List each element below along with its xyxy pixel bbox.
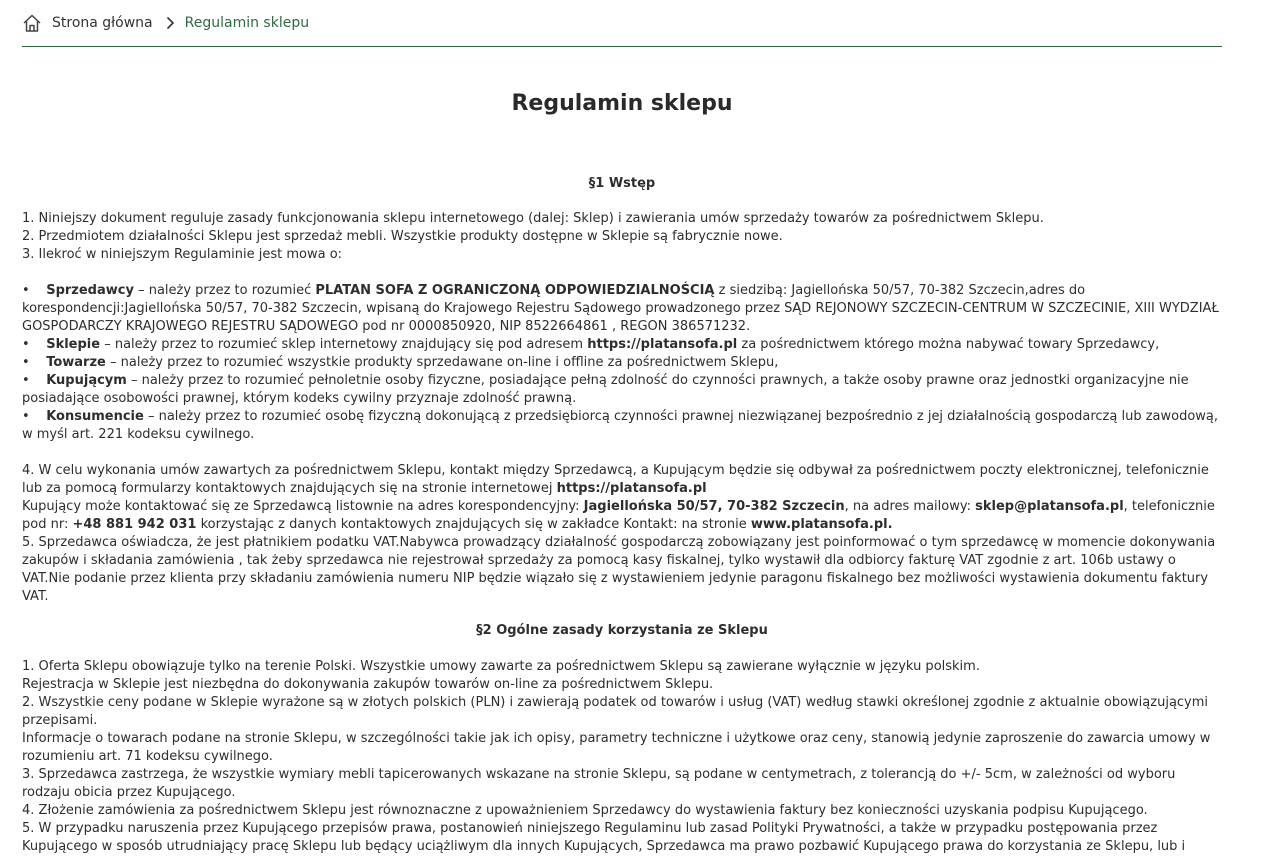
shop-url[interactable]: https://platansofa.pl: [587, 337, 738, 352]
content: [22, 0, 1222, 856]
postal-address: Jagiellońska 50/57, 70-382 Szczecin: [583, 499, 845, 514]
website-link[interactable]: https://platansofa.pl: [556, 481, 707, 496]
breadcrumb-home-link[interactable]: Strona główna: [52, 15, 153, 31]
section-1-title: §1 Wstęp: [588, 176, 656, 191]
chevron-right-icon: [162, 15, 178, 31]
section-1-item-2: 2. Przedmiotem działalności Sklepu jest sprzedaż mebli. Wszystkie produkty dostępne w Sklepie są fabrycznie nowe.: [22, 229, 783, 244]
definition-konsumencie: • Konsumencie – należy przez to rozumieć osobę fizyczną dokonującą z przedsiębiorcą czynności prawnej niezwiązanej bezpośrednio z jej działalnością gospodarczą lub zawodową, w myśl art. 221 kodeksu cywilnego.: [22, 409, 1219, 442]
section-2-line-5: 3. Sprzedawca zastrzega, że wszystkie wymiary mebli tapicerowanych wskazane na stronie Sklepu, są podane w centymetrach, z tolerancją do +/- 5cm, w zależności od wyboru rodzaju obicia przez Kupującego.: [22, 767, 1176, 800]
section-2-line-1: 1. Oferta Sklepu obowiązuje tylko na terenie Polski. Wszystkie umowy zawarte za pośrednictwem Sklepu są zawierane wyłącznie w języku polskim.: [22, 659, 980, 674]
page-title: Regulamin sklepu: [511, 91, 733, 116]
section-1-items: [22, 210, 1222, 264]
site-link[interactable]: www.platansofa.pl.: [750, 517, 893, 532]
phone-number: +48 881 942 031: [72, 517, 197, 532]
definition-sklepie: • Sklepie – należy przez to rozumieć sklep internetowy znajdujący się pod adresem https://platansofa.pl za pośrednictwem którego można nabywać towary Sprzedawcy,: [22, 337, 1160, 352]
section-2-items: [22, 658, 1222, 856]
section-1-item-1: 1. Niniejszy dokument reguluje zasady funkcjonowania sklepu internetowego (dalej: Sklep) i zawierania umów sprzedaży towarów za pośrednictwem Sklepu.: [22, 211, 1044, 226]
definition-towarze: • Towarze – należy przez to rozumieć wszystkie produkty sprzedawane on-line i offline za pośrednictwem Sklepu,: [22, 355, 779, 370]
section-2-line-3: 2. Wszystkie ceny podane w Sklepie wyrażone są w złotych polskich (PLN) i zawierają podatek od towarów i usług (VAT) według stawki określonej zgodnie z aktualnie obowiązującymi przepisami.: [22, 695, 1209, 728]
definition-kupujacym: • Kupującym – należy przez to rozumieć pełnoletnie osoby fizyczne, posiadające pełną zdolność do czynności prawnych, a także osoby prawne oraz jednostki organizacyjne nie posiadające osobowości prawnej, którym kodeks cywilny przyznaje zdolność prawną.: [22, 373, 1189, 406]
section-2-line-7: 5. W przypadku naruszenia przez Kupującego przepisów prawa, postanowień niniejszego Regulaminu lub zasad Polityki Prywatności, a także w przypadku postępowania przez Kupującego w sposób utrudniający pracę Sklepu lub będący uciążliwym dla innych Kupujących, Sprzedawca ma prawo pozbawić Kupującego prawa do korzystania ze Sklepu, lub i: [22, 821, 1186, 854]
section-1-item-3: 3. Ilekroć w niniejszym Regulaminie jest mowa o:: [22, 247, 343, 262]
definition-sprzedawcy: • Sprzedawcy – należy przez to rozumieć PLATAN SOFA Z OGRANICZONĄ ODPOWIEDZIALNOŚCIĄ z siedzibą: Jagiellońska 50/57, 70-382 Szczecin,adres do korespondencji:Jagiellońska 50/57, 70-382 Szczecin, wpisaną do Krajowego Rejestru Sądowego prowadzonego przez SĄD REJONOWY SZCZECIN-CENTRUM W SZCZECINIE, XIII WYDZIAŁ GOSPODARCZY KRAJOWEGO REJESTRU SĄDOWEGO pod nr 0000850920, NIP 8522664861 , REGON 386571232.: [22, 283, 1219, 334]
section-2-line-2: Rejestracja w Sklepie jest niezbędna do dokonywania zakupów towarów on-line za pośrednictwem Sklepu.: [22, 677, 714, 692]
breadcrumb-current: Regulamin sklepu: [184, 15, 310, 31]
section-1-item-5: 5. Sprzedawca oświadcza, że jest płatnikiem podatku VAT.Nabywca prowadzący działalność gospodarczą zobowiązany jest poinformować o tym sprzedawcę w momencie dokonywania zakupów i składania zamówienia , tak żeby sprzedawca nie rejestrował sprzedaży za pomocą kasy fiskalnej, tylko wystawił dla odbiorcy fakturę VAT zgodnie z art. 106b ustawy o VAT.Nie podanie przez klienta przy składaniu zamówienia numeru NIP będzie wiązało się z wystawieniem jedynie paragonu fiskalnego bez możliwości wystawienia dokumentu faktury VAT.: [22, 535, 1216, 604]
definitions-list: [22, 282, 1222, 444]
email-link[interactable]: sklep@platansofa.pl: [975, 499, 1124, 514]
section-2-line-6: 4. Złożenie zamówienia za pośrednictwem Sklepu jest równoznaczne z upoważnieniem Sprzedawcy do wystawienia faktury bez konieczności uzyskania podpisu Kupującego.: [22, 803, 1148, 818]
section-2-line-4: Informacje o towarach podane na stronie Sklepu, w szczególności takie jak ich opisy, parametry techniczne i użytkowe oraz ceny, stanowią jedynie zaproszenie do zawarcia umowy w rozumieniu art. 71 kodeksu cywilnego.: [22, 731, 1211, 764]
section-2-title: §2 Ogólne zasady korzystania ze Sklepu: [476, 623, 768, 638]
home-icon[interactable]: [22, 13, 42, 33]
breadcrumb: [22, 0, 1222, 47]
section-1-item-4: 4. W celu wykonania umów zawartych za pośrednictwem Sklepu, kontakt między Sprzedawcą, a Kupującym będzie się odbywał za pośrednictwem poczty elektronicznej, telefonicznie lub za pomocą formularzy kontaktowych znajdujących się na stronie internetowej https://platansofa.pl Kupujący może kontaktować się ze Sprzedawcą listownie na adres korespondencyjny: Jagiellońska 50/57, 70-382 Szczecin, na adres mailowy: sklep@platansofa.pl, telefonicznie pod nr: +48 881 942 031 korzystając z danych kontaktowych znajdujących się w zakładce Kontakt: na stronie www.platansofa.pl.: [22, 463, 1215, 532]
